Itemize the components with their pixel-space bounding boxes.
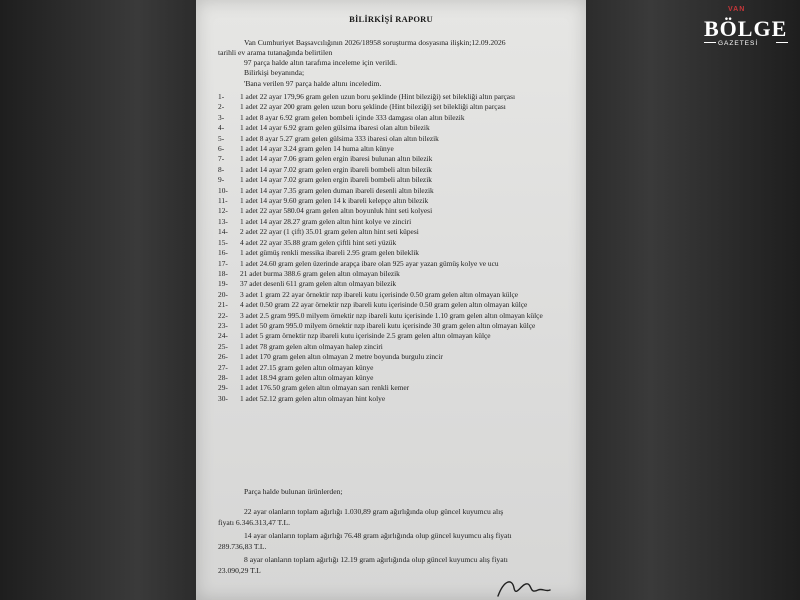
list-item (218, 165, 578, 175)
list-item (218, 279, 578, 289)
item-number: 23- (218, 320, 228, 330)
item-number: 21- (218, 300, 228, 310)
list-item (218, 383, 578, 393)
item-number: 11- (218, 196, 228, 206)
closing-22-ayar (218, 507, 578, 528)
item-number: 30- (218, 393, 228, 403)
item-text: 1 adet 8 ayar 5.27 gram gelen gülsima 333 ibaresi olan altın bilezik (240, 133, 439, 143)
item-text: 3 adet 1 gram 22 ayar örnektir nzp ibareli kutu içerisinde 0.50 gram gelen altın olmayan külçe (240, 289, 519, 299)
item-number: 8- (218, 164, 225, 174)
item-text: 1 adet 14 ayar 7.02 gram gelen ergin ibareli bombeli altın bilezik (240, 175, 432, 185)
item-text: 4 adet 22 ayar 35.88 gram gelen çiftli hint seti yüzük (240, 237, 397, 247)
item-text: 1 adet 24.60 gram gelen üzerinde arapça ibare olan 925 ayar yazan gümüş kolye ve ucu (240, 258, 499, 268)
intro-line-1: Van Cumhuriyet Başsavcılığının 2026/18958 soruşturma dosyasına ilişkin;12.09.2026 (244, 38, 506, 47)
intro-line-2: tarihli ev arama tutanağında belirtilen (218, 48, 333, 57)
item-text: 37 adet desenli 611 gram gelen altın olmayan bilezik (240, 279, 397, 289)
item-text: 1 adet 5 gram örnektir nzp ibareli kutu içerisinde 2.5 gram gelen altın olmayan külçe (240, 331, 491, 341)
item-text: 1 adet 14 ayar 9.60 gram gelen 14 k ibareli kelepçe altın bilezik (240, 196, 429, 206)
item-text: 1 adet 50 gram 995.0 milyem örnektir nzp ibareli kutu içerisinde 30 gram gelen altın olmayan külçe (240, 320, 536, 330)
list-item (218, 290, 578, 300)
logo-main-word: BÖLGE (704, 16, 788, 41)
list-item (218, 342, 578, 352)
closing-14-ayar-price: 289.736,83 T.L. (218, 541, 267, 551)
list-item (218, 259, 578, 269)
item-text: 2 adet 22 ayar (1 çift) 35.01 gram gelen altın hint seti küpesi (240, 227, 419, 237)
item-text: 1 adet 52.12 gram gelen altın olmayan hint kolye (240, 393, 386, 403)
list-item (218, 134, 578, 144)
item-number: 5- (218, 133, 225, 143)
item-text: 1 adet 22 ayar 580.04 gram gelen altın boyunluk hint seti kolyesi (240, 206, 433, 216)
logo-rule-left (704, 42, 716, 43)
item-number: 17- (218, 258, 228, 268)
item-number: 2- (218, 102, 225, 112)
item-text: 1 adet 14 ayar 7.06 gram gelen ergin ibaresi bulunan altın bilezik (240, 154, 433, 164)
item-text: 1 adet 18.94 gram gelen altın olmayan künye (240, 372, 374, 382)
right-dark-margin (586, 0, 800, 600)
item-text: 1 adet 14 ayar 28.27 gram gelen altın hint kolye ve zinciri (240, 216, 412, 226)
list-item (218, 269, 578, 279)
item-text: 1 adet 176.50 gram gelen altın olmayan sarı renkli kemer (240, 383, 410, 393)
item-number: 28- (218, 372, 228, 382)
list-item (218, 300, 578, 310)
item-number: 1- (218, 92, 225, 101)
closing-8-ayar-price: 23.090,29 T.L (218, 565, 261, 575)
item-text: 21 adet burma 388.6 gram gelen altın olmayan bilezik (240, 268, 400, 278)
closing-heading: Parça halde bulunan ürünlerden; (244, 487, 343, 496)
item-list (218, 92, 578, 404)
item-text: 1 adet 8 ayar 6.92 gram gelen bombeli içinde 333 damgası olan altın bilezik (240, 112, 465, 122)
item-number: 6- (218, 144, 225, 154)
report-title: BİLİRKİŞİ RAPORU (349, 14, 433, 24)
list-item (218, 363, 578, 373)
item-number: 18- (218, 268, 228, 278)
list-item (218, 196, 578, 206)
item-text: 4 adet 0.50 gram 22 ayar örnektir nzp ibareli kutu içerisinde 0.50 gram gelen altın olmayan külçe (240, 300, 528, 310)
list-item (218, 123, 578, 133)
closing-22-ayar-price: fiyatı 6.346.313,47 T.L. (218, 517, 291, 527)
list-item (218, 394, 578, 404)
item-number: 14- (218, 227, 228, 237)
intro-line-5: 'Bana verilen 97 parça halde altını inceledim. (244, 79, 382, 88)
item-number: 7- (218, 154, 225, 164)
item-number: 25- (218, 341, 228, 351)
logo-sub-word: GAZETESİ (718, 40, 759, 47)
intro-line-3: 97 parça halde altın tarafıma inceleme için verildi. (244, 58, 398, 67)
item-number: 15- (218, 237, 228, 247)
list-item (218, 113, 578, 123)
list-item (218, 373, 578, 383)
list-item (218, 154, 578, 164)
item-number: 22- (218, 310, 228, 320)
intro-line-4: Bilirkişi beyanında; (244, 68, 305, 77)
list-item (218, 102, 578, 112)
item-text: 1 adet 14 ayar 7.35 gram gelen duman ibareli desenli altın bilezik (240, 185, 434, 195)
newspaper-logo (698, 6, 794, 52)
item-number: 12- (218, 206, 228, 216)
logo-rule-right (776, 42, 788, 43)
item-text: 1 adet 22 ayar 179,96 gram gelen uzun boru şeklinde (Hint bileziği) set bilekliği altın parçası (240, 92, 516, 101)
closing-8-ayar-lead: 8 ayar olanların toplam ağırlığı 12.19 gram ağırlığında olup güncel kuyumcu alış fiyatı (244, 555, 508, 564)
closing-22-ayar-lead: 22 ayar olanların toplam ağırlığı 1.030,89 gram ağırlığında olup güncel kuyumcu alış (244, 507, 504, 516)
item-text: 1 adet 14 ayar 6.92 gram gelen gülsima ibaresi olan altın bilezik (240, 123, 430, 133)
report-paper (196, 0, 586, 600)
list-item (218, 186, 578, 196)
item-number: 13- (218, 216, 228, 226)
closing-14-ayar-lead: 14 ayar olanların toplam ağırlığı 76.48 gram ağırlığında olup güncel kuyumcu alış fiyatı (244, 531, 512, 540)
list-item (218, 331, 578, 341)
left-dark-margin (0, 0, 196, 600)
item-number: 29- (218, 383, 228, 393)
list-item (218, 206, 578, 216)
item-text: 1 adet 14 ayar 3.24 gram gelen 14 huma altın künye (240, 144, 394, 154)
item-number: 26- (218, 352, 228, 362)
list-item (218, 311, 578, 321)
closing-14-ayar (218, 531, 578, 552)
item-number: 24- (218, 331, 228, 341)
item-number: 16- (218, 248, 228, 258)
list-item (218, 248, 578, 258)
list-item (218, 144, 578, 154)
list-item (218, 175, 578, 185)
logo-top-word: VAN (728, 6, 746, 13)
list-item (218, 92, 578, 102)
list-item (218, 217, 578, 227)
item-number: 19- (218, 279, 228, 289)
item-number: 4- (218, 123, 225, 133)
item-text: 1 adet 22 ayar 200 gram gelen uzun boru şeklinde (Hint bileziği) set bilekliği altın parçası (240, 102, 506, 112)
list-item (218, 238, 578, 248)
list-item (218, 227, 578, 237)
item-number: 27- (218, 362, 228, 372)
item-text: 3 adet 2.5 gram 995.0 milyem örnektir nzp ibareli kutu içerisinde 1.10 gram gelen altın olmayan külçe (240, 310, 543, 320)
list-item (218, 352, 578, 362)
item-number: 9- (218, 175, 225, 185)
signature-mark (492, 572, 552, 600)
item-text: 1 adet 78 gram gelen altın olmayan halep zinciri (240, 341, 383, 351)
item-text: 1 adet 14 ayar 7.02 gram gelen ergin ibareli bombeli altın bilezik (240, 164, 432, 174)
item-text: 1 adet 170 gram gelen altın olmayan 2 metre boyunda burgulu zincir (240, 352, 443, 362)
item-text: 1 adet gümüş renkli messika ibareli 2.95 gram gelen bileklik (240, 248, 419, 258)
item-number: 3- (218, 112, 225, 122)
item-text: 1 adet 27.15 gram gelen altın olmayan künye (240, 362, 374, 372)
item-number: 20- (218, 289, 228, 299)
item-number: 10- (218, 185, 228, 195)
list-item (218, 321, 578, 331)
